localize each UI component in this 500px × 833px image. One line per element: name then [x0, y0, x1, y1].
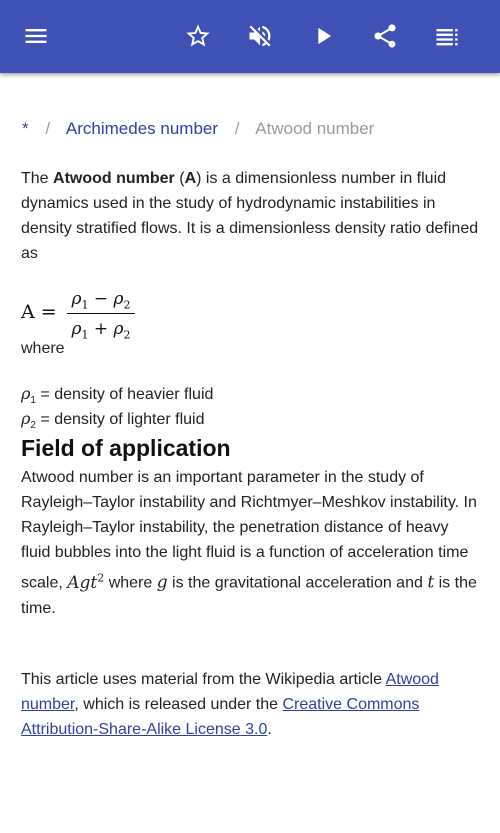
fraction-bar [67, 313, 135, 314]
inline-math: t [427, 572, 435, 593]
play-button[interactable] [299, 12, 347, 60]
where-label: where [21, 340, 65, 357]
article-content [21, 166, 479, 742]
license-paragraph: This article uses material from the Wikipedia article Atwood number, which is released under the Creative Commons Attribution-Share-Alike License 3.0. [21, 670, 439, 738]
breadcrumb-separator: / [234, 119, 240, 138]
contents-button[interactable] [423, 12, 471, 60]
inline-math: g [156, 572, 168, 593]
menu-button[interactable] [12, 12, 60, 60]
app-toolbar [0, 0, 500, 73]
breadcrumb-separator: / [45, 119, 51, 138]
section-paragraph: Atwood number is an important parameter in the study of Rayleigh–Taylor instability and Richtmyer–Meshkov instability. In Rayleigh–Taylor instability, the penetration distance of heavy fluid bubbles into the light fluid is a function of acceleration time scale, Agt$^2$ where g is the gravitational acceleration and t is the time. [21, 469, 477, 617]
breadcrumb-parent-link[interactable]: Archimedes number [65, 119, 219, 138]
breadcrumb-home-link[interactable]: * [22, 119, 29, 138]
intro-paragraph [21, 166, 479, 266]
license-link[interactable]: Creative Commons Attribution-Share-Alike License 3.0 [21, 695, 420, 738]
definition-item: $\rho_2$ = density of lighter fluid [21, 409, 205, 432]
intro-symbol: A [184, 170, 197, 187]
breadcrumb [22, 118, 492, 142]
favorite-button[interactable] [174, 12, 222, 60]
definition-item: $\rho_1$ = density of heavier fluid [21, 384, 214, 407]
inline-math: Agt$^2$ [67, 571, 105, 593]
intro-text: The [21, 170, 54, 187]
atwood-formula [21, 286, 479, 342]
formula-lhs: A = [21, 301, 57, 323]
share-icon [371, 22, 399, 50]
playlist-icon [433, 22, 461, 50]
intro-text: ( [174, 170, 185, 187]
volume-off-icon [246, 22, 274, 50]
wikipedia-article-link[interactable]: Atwood number [21, 670, 439, 713]
star-outline-icon [184, 22, 212, 50]
menu-icon [22, 22, 50, 50]
formula-numerator: $\rho_1 - \rho_2$ [71, 289, 131, 312]
definition-list [21, 381, 479, 431]
breadcrumb-current: Atwood number [255, 119, 375, 138]
share-button[interactable] [361, 12, 409, 60]
formula-fraction [67, 286, 135, 342]
intro-text: ) is a dimensionless number in fluid dynamics used in the study of hydrodynamic instabilities in density stratified flows. It is a dimensionless density ratio defined as [21, 170, 479, 262]
formula-denominator: $\rho_1 + \rho_2$ [71, 319, 131, 342]
section-heading: Field of application [21, 435, 231, 461]
intro-term: Atwood number [53, 170, 175, 187]
mute-button[interactable] [236, 12, 284, 60]
play-icon [309, 22, 337, 50]
